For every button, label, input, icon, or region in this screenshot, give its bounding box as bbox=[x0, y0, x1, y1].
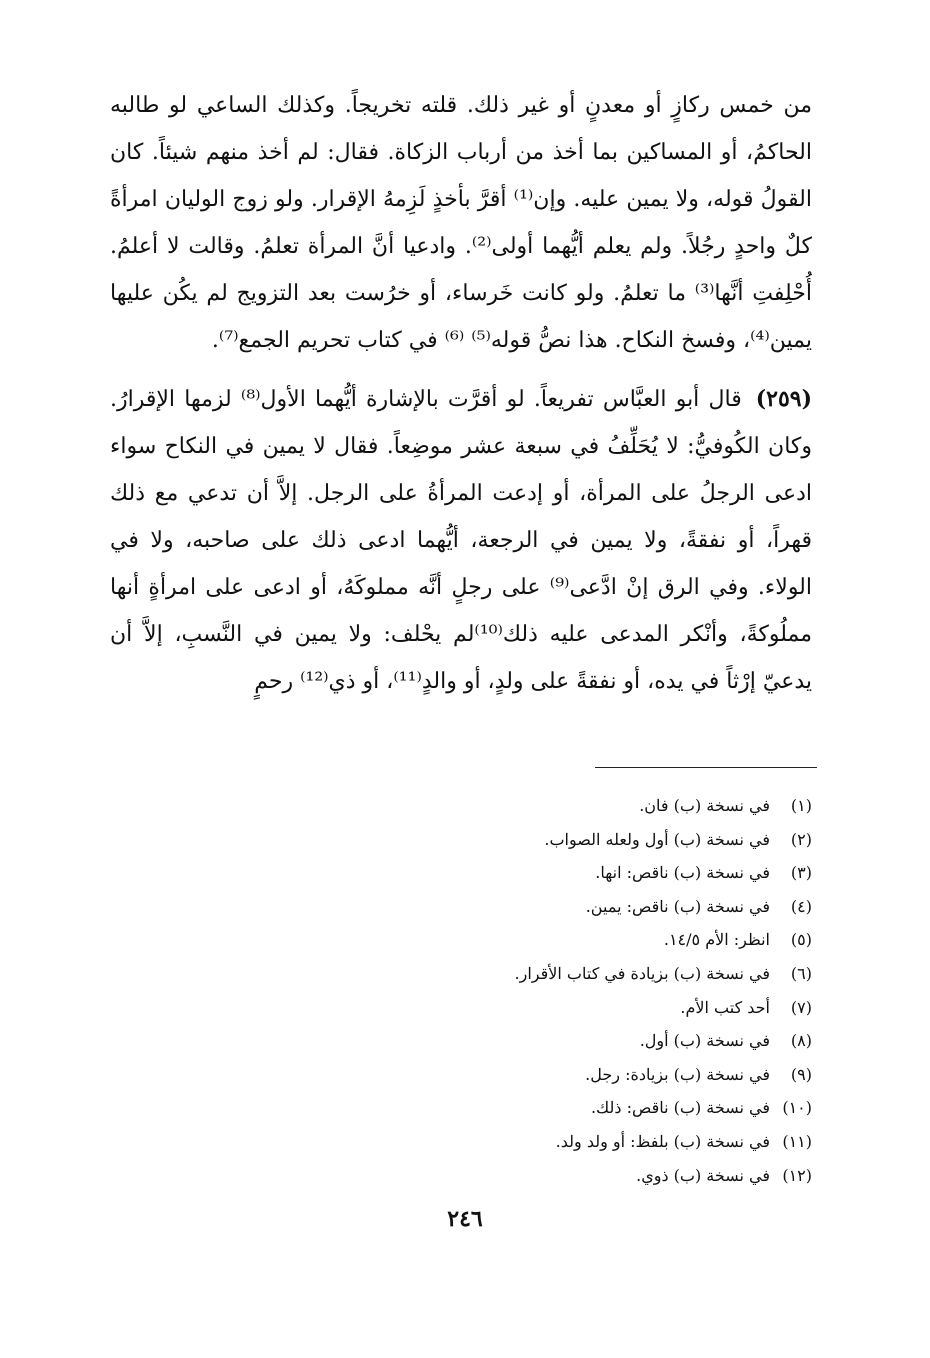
footnotes-list bbox=[332, 789, 812, 1192]
footnote-item bbox=[332, 1024, 812, 1058]
paragraph-2-text: قال أبو العبَّاس تفريعاً. لو أقرَّت بالإشارة أيُّهما الأول⁽⁸⁾ لزمها الإقرارُ. وكان الكُوفيُّ: لا يُحَلِّفُ في سبعة عشر موضِعاً. فقال لا يمين في النكاح سواء ادعى الرجلُ على المرأة، أو إدعت المرأةُ على الرجل. إلاَّ أن تدعي مع ذلك قهراً، أو نفقةً، ولا يمين في الرجعة، أيُّهما ادعى ذلك على صاحبه، ولا في الولاء. وفي الرق إنْ ادَّعى⁽⁹⁾ على رجلٍ أنَّه مملوكَهُ، أو ادعى على امرأةٍ أنها مملُوكةً، وأنْكر المدعى عليه ذلك⁽¹⁰⁾لم يحْلف: ولا يمين في النَّسبِ، إلاَّ أن يدعيّ إرْثاً في يده، أو نفقةً على ولدٍ، أو والدٍ⁽¹¹⁾، أو ذي⁽¹²⁾ رحمٍ bbox=[110, 387, 812, 694]
footnote-item bbox=[332, 991, 812, 1025]
paragraph-number: (٢٥٩) bbox=[755, 386, 813, 412]
footnote-item bbox=[332, 1125, 812, 1159]
page-number: ٢٤٦ bbox=[447, 1206, 483, 1232]
footnote-number: (٩) bbox=[790, 1064, 812, 1084]
footnote-item bbox=[332, 957, 812, 991]
footnote-text: في نسخة (ب) بلفظ: أو ولد ولد. bbox=[555, 1131, 770, 1151]
footnote-number: (٦) bbox=[790, 963, 812, 983]
footnote-number: (٣) bbox=[790, 863, 812, 883]
footnote-text: في نسخة (ب) ناقص: انها. bbox=[595, 863, 770, 883]
footnote-item bbox=[332, 1091, 812, 1125]
footnote-number: (١٢) bbox=[782, 1165, 812, 1185]
footnote-separator bbox=[595, 767, 817, 768]
footnote-text: في نسخة (ب) أول ولعله الصواب. bbox=[544, 829, 770, 849]
footnote-number: (٨) bbox=[790, 1031, 812, 1051]
footnote-number: (٧) bbox=[790, 997, 812, 1017]
footnote-text: في نسخة (ب) ذوي. bbox=[636, 1165, 770, 1185]
footnote-item bbox=[332, 789, 812, 823]
footnote-text: في نسخة (ب) ناقص: ذلك. bbox=[590, 1098, 770, 1118]
footnote-text: في نسخة (ب) بزيادة: رجل. bbox=[585, 1064, 770, 1084]
main-text bbox=[110, 82, 812, 705]
footnote-item bbox=[332, 823, 812, 857]
footnote-item bbox=[332, 856, 812, 890]
footnote-number: (١) bbox=[790, 796, 812, 815]
footnote-number: (٢) bbox=[790, 829, 812, 849]
footnote-number: (٤) bbox=[790, 896, 812, 916]
footnote-number: (١١) bbox=[782, 1131, 812, 1151]
footnote-item bbox=[332, 890, 812, 924]
footnote-item bbox=[332, 1159, 812, 1193]
footnote-text: في نسخة (ب) فان. bbox=[639, 796, 770, 815]
footnote-number: (١٠) bbox=[782, 1098, 812, 1118]
footnote-text: في نسخة (ب) أول. bbox=[639, 1031, 770, 1051]
footnote-text: انظر: الأم ١٤/٥. bbox=[663, 930, 770, 950]
footnote-text: أحد كتب الأم. bbox=[680, 997, 770, 1017]
footnote-number: (٥) bbox=[790, 930, 812, 950]
paragraph-2 bbox=[110, 376, 812, 705]
footnote-text: في نسخة (ب) ناقص: يمين. bbox=[585, 896, 770, 916]
footnote-item bbox=[332, 923, 812, 957]
footnote-text: في نسخة (ب) بزيادة في كتاب الأقرار. bbox=[514, 963, 770, 983]
footnote-item bbox=[332, 1058, 812, 1092]
paragraph-1: من خمس ركازٍ أو معدنٍ أو غير ذلك. قلته تخريجاً. وكذلك الساعي لو طالبه الحاكمُ، أو المساكين بما أخذ من أرباب الزكاة. فقال: لم أخذ منهم شيئاً. كان القولُ قوله، ولا يمين عليه. وإن⁽¹⁾ أقرَّ بأخذٍ لَزِمهُ الإقرار. ولو زوج الوليان امرأةً كلٌ واحدٍ رجُلاً. ولم يعلم أيُّهما أولى⁽²⁾. وادعيا أنَّ المرأة تعلمُ. وقالت لا أعلمُ. أُحْلِفتِ أنَّها⁽³⁾ ما تعلمُ. ولو كانت خَرساء، أو خرُست بعد التزويج لم يكُن عليها يمين⁽⁴⁾، وفسخ النكاح. هذا نصُّ قوله⁽⁵⁾ ⁽⁶⁾ في كتاب تحريم الجمع⁽⁷⁾. bbox=[110, 93, 812, 353]
